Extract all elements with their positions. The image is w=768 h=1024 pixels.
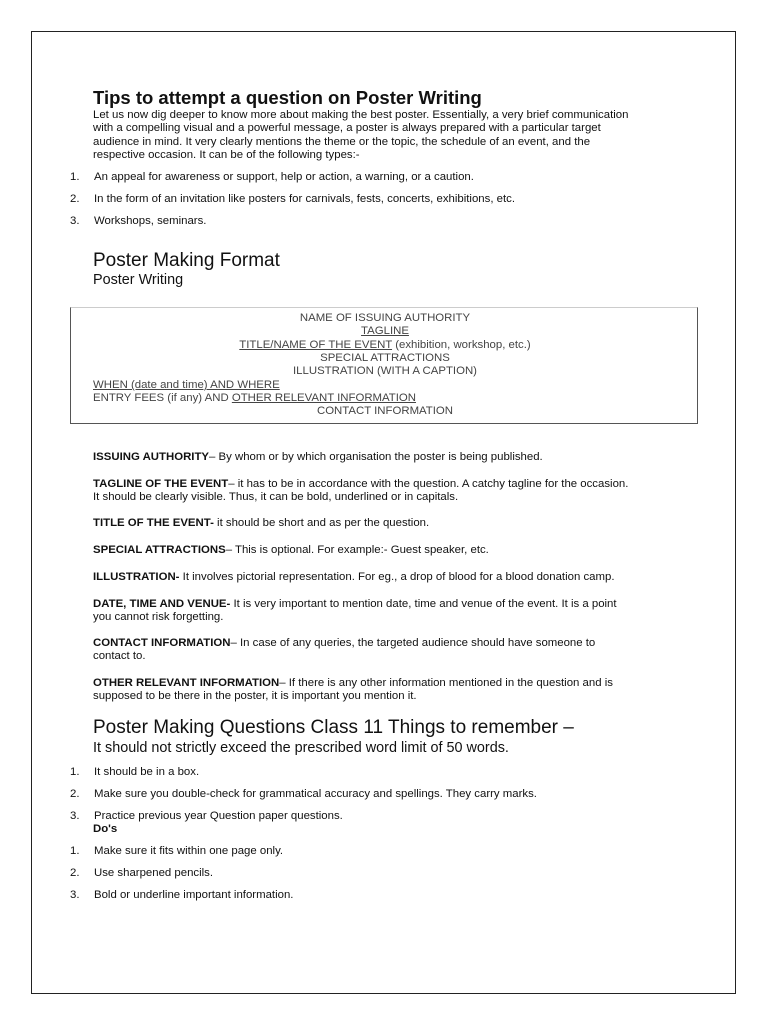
definition-contact: [93, 637, 683, 664]
definition-text: – If there is any other information mentioned in the question and is: [279, 677, 613, 689]
poster-format-box: [70, 307, 698, 424]
definition-term: ILLUSTRATION-: [93, 571, 180, 583]
format-subheading: Poster Writing: [93, 272, 184, 288]
definition-illustration: [93, 571, 683, 584]
dos-label: Do's: [93, 823, 118, 835]
definition-text: – it has to be in accordance with the question. A catchy tagline for the occasion.: [228, 478, 629, 490]
format-line-tagline: TAGLINE: [361, 325, 409, 337]
definition-term: CONTACT INFORMATION: [93, 637, 231, 649]
list-text: Make sure you double-check for grammatical accuracy and spellings. They carry marks.: [94, 788, 537, 800]
definition-term: TAGLINE OF THE EVENT: [93, 478, 229, 490]
definition-tagline: [93, 478, 683, 505]
definition-text: supposed to be there in the poster, it is important you mention it.: [93, 690, 417, 703]
list-number: 3.: [70, 889, 80, 901]
list-number: 3.: [70, 810, 80, 822]
format-title-rest: (exhibition, workshop, etc.): [392, 339, 531, 351]
list-text: Make sure it fits within one page only.: [94, 845, 284, 857]
list-text: In the form of an invitation like posters for carnivals, fests, concerts, exhibitions, etc.: [94, 193, 516, 205]
list-number: 2.: [70, 193, 80, 205]
intro-line: Let us now dig deeper to know more about making the best poster. Essentially, a very brief communication: [93, 109, 629, 121]
list-number: 1.: [70, 171, 80, 183]
list-number: 1.: [70, 845, 80, 857]
definition-text: you cannot risk forgetting.: [93, 611, 224, 624]
definition-term: ISSUING AUTHORITY: [93, 451, 210, 463]
questions-subheading: It should not strictly exceed the prescribed word limit of 50 words.: [93, 740, 509, 756]
main-heading: Tips to attempt a question on Poster Writing: [93, 87, 482, 108]
definition-term: DATE, TIME AND VENUE-: [93, 598, 231, 610]
list-number: 2.: [70, 788, 80, 800]
intro-paragraph: [93, 109, 693, 163]
list-text: It should be in a box.: [94, 766, 200, 778]
definition-other-info: [93, 677, 683, 704]
list-number: 2.: [70, 867, 80, 879]
definition-term: SPECIAL ATTRACTIONS: [93, 544, 226, 556]
format-line-when-where: WHEN (date and time) AND WHERE: [93, 379, 280, 391]
questions-heading: Poster Making Questions Class 11 Things to remember –: [93, 717, 574, 738]
format-line-contact: CONTACT INFORMATION: [316, 405, 454, 417]
list-text: An appeal for awareness or support, help or action, a warning, or a caution.: [94, 171, 474, 183]
definition-text: contact to.: [93, 650, 146, 663]
format-heading: Poster Making Format: [93, 250, 280, 271]
definition-text: – By whom or by which organisation the poster is being published.: [209, 451, 543, 463]
format-title-underlined: TITLE/NAME OF THE EVENT: [239, 339, 393, 351]
definition-date-time-venue: [93, 598, 683, 625]
format-line-when-where-wrap: [93, 379, 677, 392]
definition-text: It involves pictorial representation. For eg., a drop of blood for a blood donation camp.: [179, 571, 615, 583]
definition-text: – In case of any queries, the targeted audience should have someone to: [230, 637, 596, 649]
intro-line: audience in mind. It very clearly mentions the theme or the topic, the schedule of an event, and the: [93, 135, 591, 148]
format-line-tagline-wrap: [93, 325, 677, 338]
list-text: Use sharpened pencils.: [94, 867, 214, 879]
format-other-info: OTHER RELEVANT INFORMATION: [231, 392, 417, 404]
list-text: Workshops, seminars.: [94, 215, 207, 227]
definition-text: It should be clearly visible. Thus, it can be bold, underlined or in capitals.: [93, 491, 459, 504]
definition-special-attractions: [93, 544, 683, 557]
list-text: Bold or underline important information.: [94, 889, 294, 901]
definition-text: it should be short and as per the question.: [213, 517, 430, 529]
format-line-authority: NAME OF ISSUING AUTHORITY: [299, 312, 471, 324]
intro-line: respective occasion. It can be of the following types:-: [93, 149, 360, 162]
list-text: Practice previous year Question paper questions.: [94, 810, 343, 822]
list-number: 3.: [70, 215, 80, 227]
format-line-illustration: ILLUSTRATION (WITH A CAPTION): [293, 365, 477, 377]
list-number: 1.: [70, 766, 80, 778]
format-line-entry-fees: [93, 392, 677, 405]
definition-text: – This is optional. For example:- Guest speaker, etc.: [225, 544, 489, 556]
intro-line: with a compelling visual and a powerful message, a poster is always prepared with a particular target: [93, 122, 601, 135]
format-entry-prefix: ENTRY FEES (if any) AND: [93, 392, 232, 404]
format-line-attractions: SPECIAL ATTRACTIONS: [320, 352, 450, 364]
definition-issuing-authority: [93, 451, 683, 464]
definition-term: TITLE OF THE EVENT-: [93, 517, 214, 529]
definition-term: OTHER RELEVANT INFORMATION: [93, 677, 280, 689]
definition-text: It is very important to mention date, time and venue of the event. It is a point: [230, 598, 617, 610]
format-line-title: [93, 339, 677, 352]
definition-title: [93, 517, 683, 530]
